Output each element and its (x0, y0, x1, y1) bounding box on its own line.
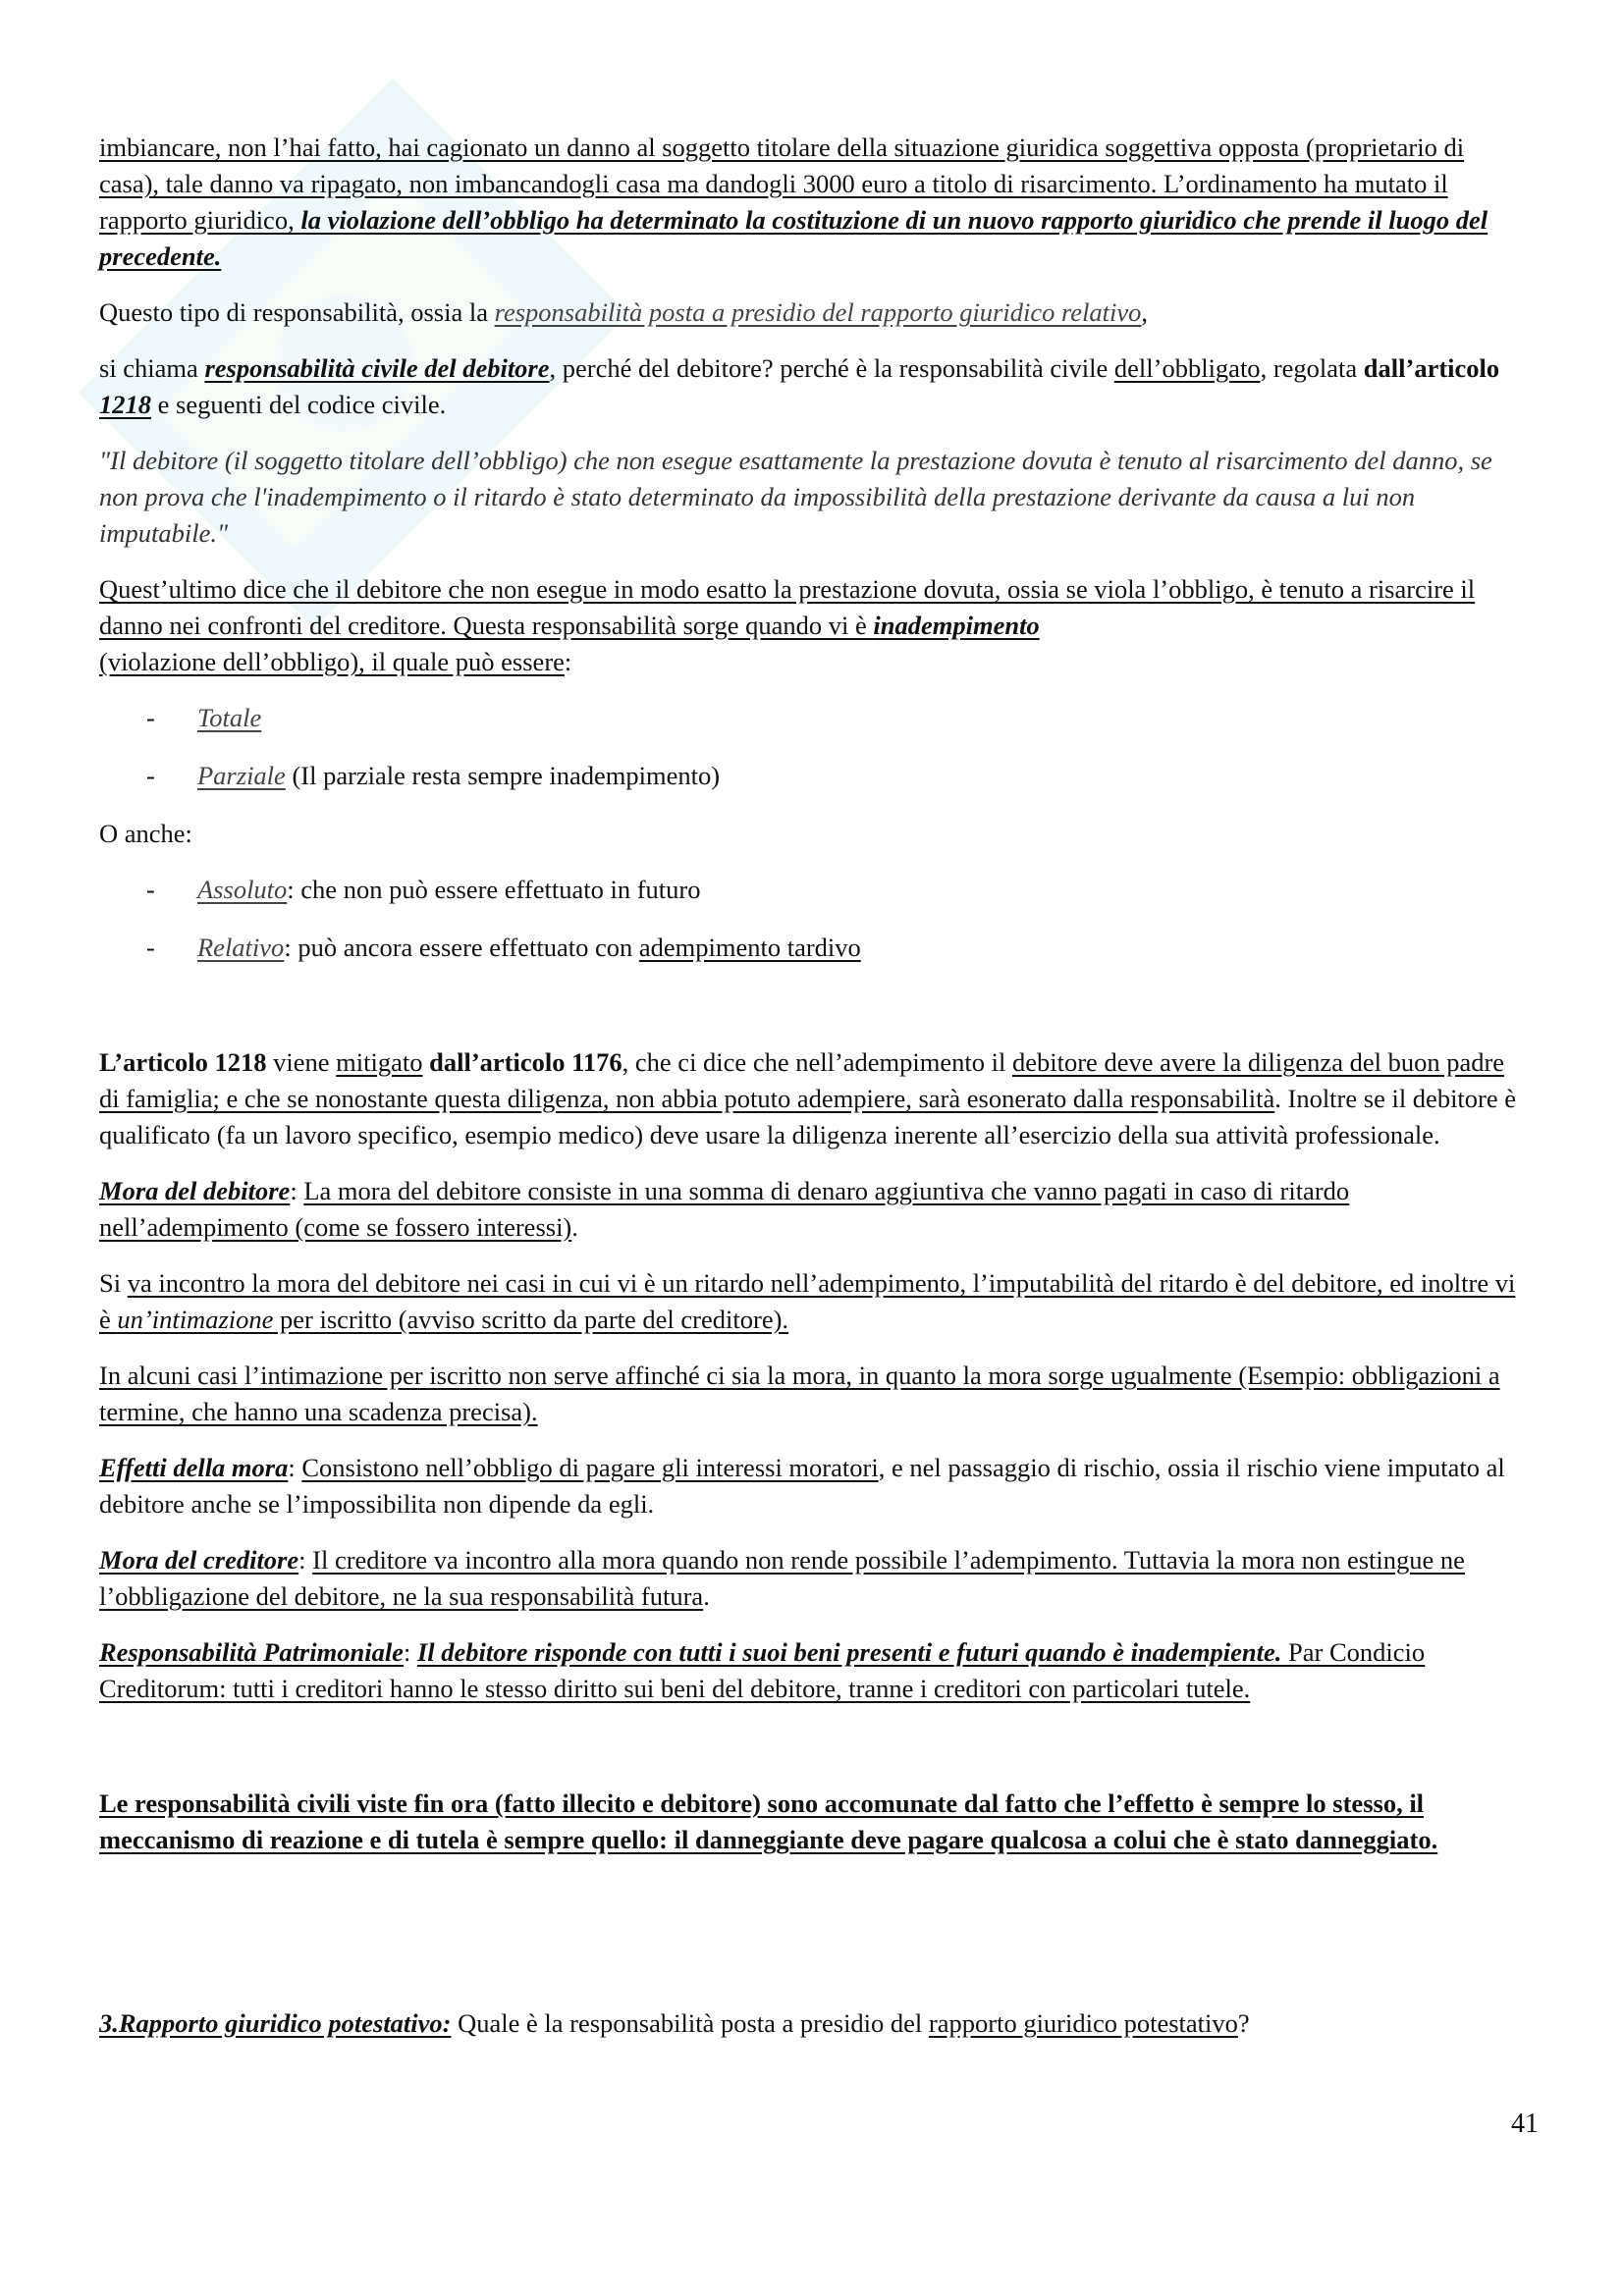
paragraph-intimation (99, 1358, 1525, 1430)
list-item (99, 930, 1525, 966)
text: e seguenti del codice civile. (151, 390, 447, 419)
list-colon: : (287, 875, 295, 904)
list-item (99, 758, 1525, 794)
text: : (290, 1176, 304, 1205)
text: Il creditore va incontro alla mora quando non rende possibile l’adempimento. Tuttavia la mora non estingue ne l’obbligazione del debitore, ne la sua responsabilità futura (99, 1545, 1465, 1611)
list-term: Totale (197, 703, 262, 732)
nonperformance-term: inadempimento (873, 611, 1040, 640)
text: . Inoltre se il debitore è qualificato (fa un lavoro specifico, esempio medico) deve usare la diligenza inerente all’esercizio della sua attività professionale. (99, 1084, 1517, 1149)
paragraph-creditor-delay (99, 1542, 1525, 1615)
text: . (571, 1212, 578, 1242)
paragraph-debtor-delay (99, 1173, 1525, 1246)
text: , (1141, 297, 1149, 327)
text: Quale è la responsabilità posta a presidio del (451, 2008, 929, 2038)
text: : (403, 1637, 417, 1667)
article-ref: dall’articolo (1363, 353, 1500, 383)
article-1218-ref: 1218 (99, 390, 151, 419)
debtor-liability-term: responsabilità civile del debitore (204, 353, 550, 383)
nonperformance-types-list (99, 700, 1525, 794)
relative-relationship-link: responsabilità posta a presidio del rapporto giuridico relativo (494, 297, 1142, 327)
patrimonial-heading: Responsabilità Patrimoniale (99, 1637, 404, 1667)
paragraph-debtor-liability (99, 350, 1525, 423)
list-item (99, 700, 1525, 736)
text: Quest’ultimo dice che il debitore che non esegue in modo esatto la prestazione dovuta, ossia se viola l’obbligo, è tenuto a risarcire il danno nei confronti del creditore. Questa responsabilità sorge quando vi è (99, 574, 1476, 640)
intimation-term: un’intimazione (117, 1305, 274, 1334)
paragraph-patrimonial (99, 1634, 1525, 1707)
article-1218-bold: L’articolo 1218 (99, 1047, 267, 1077)
potestative-term: rapporto giuridico potestativo (928, 2008, 1238, 2038)
text: per iscritto (avviso scritto da parte del creditore). (273, 1305, 789, 1334)
nonperformance-modes-list (99, 872, 1525, 966)
text: , regolata (1260, 353, 1364, 383)
text: , perché del debitore? perché è la responsabilità civile (549, 353, 1114, 383)
list-term: Assoluto (197, 875, 288, 904)
summary-text: Le responsabilità civili viste fin ora (fatto illecito e debitore) sono accomunate dal fatto che l’effetto è sempre lo stesso, il meccanismo di reazione e di tutela è sempre quello: il danneggiante deve pagare qualcosa a colui che è stato danneggiato. (99, 1789, 1438, 1854)
document-body (99, 130, 1525, 2061)
debtor-delay-heading: Mora del debitore (99, 1176, 291, 1205)
text: (violazione dell’obbligo), il quale può essere (99, 647, 565, 676)
paragraph-delay-cases (99, 1265, 1525, 1338)
intro-emphasis: la violazione dell’obbligo ha determinato la costituzione di un nuovo rapporto giuridico che prende il luogo del precedente. (99, 205, 1488, 271)
paragraph-delay-effects (99, 1450, 1525, 1522)
diligence-text: debitore deve avere la diligenza del buon padre di famiglia; e che se nonostante questa diligenza, non abbia potuto adempiere, sarà esonerato dalla responsabilità (99, 1047, 1505, 1113)
list-item (99, 872, 1525, 908)
paragraph-potestative (99, 2005, 1525, 2042)
page-number: 41 (1511, 2109, 1539, 2139)
text: , e nel passaggio di rischio, ossia il rischio viene imputato al debitore anche se l’impossibilita non dipende da egli. (99, 1453, 1505, 1519)
intro-text: imbiancare, non l’hai fatto, hai cagionato un danno al soggetto titolare della situazione giuridica soggettiva opposta (proprietario di casa), tale danno va ripagato, non imbancandogli casa ma dandogli 3000 euro a titolo di risarcimento. L’ordinamento ha mutato il rapporto giuridico, (99, 133, 1465, 235)
article-quote: "Il debitore (il soggetto titolare dell’obbligo) che non esegue esattamente la prestazione dovuta è tenuto al risarcimento del danno, se non prova che l'inadempimento o il ritardo è stato determinato da impossibilità della prestazione derivante da causa a lui non imputabile." (99, 446, 1492, 548)
list-text: (Il parziale resta sempre inadempimento) (285, 761, 721, 790)
text: va incontro la mora del debitore nei casi in cui vi è un ritardo nell’adempimento, l’imputabilità del ritardo è del debitore, ed inoltre vi è (99, 1268, 1516, 1334)
list-text-underlined: adempimento tardivo (638, 933, 861, 962)
text: . (703, 1581, 710, 1611)
text: Par Condicio Creditorum: tutti i creditori hanno le stesso diritto sui beni del debitore, tranne i creditori con particolari tutele. (99, 1637, 1426, 1703)
obligated-term: dell’obbligato (1113, 353, 1261, 383)
text: La mora del debitore consiste in una somma di denaro aggiuntiva che vanno pagati in caso di ritardo nell’adempimento (come se fossero interessi) (99, 1176, 1350, 1242)
list-term: Parziale (197, 761, 286, 790)
paragraph-responsibility-type (99, 294, 1525, 331)
paragraph-article-1176 (99, 1044, 1525, 1153)
text: Consistono nell’obbligo di pagare gli interessi moratori (301, 1453, 879, 1482)
list-text: può ancora essere effettuato con (291, 933, 639, 962)
text: , che ci dice che nell’adempimento il (622, 1047, 1012, 1077)
text: Si (99, 1268, 128, 1298)
paragraph-nonperformance (99, 571, 1525, 680)
paragraph-intro (99, 130, 1525, 275)
text: viene (266, 1047, 337, 1077)
text: si chiama (99, 353, 205, 383)
list-term: Relativo (197, 933, 285, 962)
text: ? (1237, 2008, 1250, 2038)
list-colon: : (284, 933, 292, 962)
article-1176-bold: dall’articolo 1176 (429, 1047, 622, 1077)
text: : (288, 1453, 302, 1482)
text: : (564, 647, 572, 676)
delay-effects-heading: Effetti della mora (99, 1453, 289, 1482)
creditor-delay-heading: Mora del creditore (99, 1545, 299, 1575)
text: : (298, 1545, 313, 1575)
potestative-heading: 3.Rapporto giuridico potestativo: (99, 2008, 452, 2038)
text: Questo tipo di responsabilità, ossia la (99, 297, 495, 327)
paragraph-summary (99, 1786, 1525, 1858)
list-text: che non può essere effettuato in futuro (294, 875, 701, 904)
or-also-label: O anche: (99, 819, 192, 848)
mitigated-term: mitigato (336, 1047, 423, 1077)
text: In alcuni casi l’intimazione per iscritto non serve affinché ci sia la mora, in quanto la mora sorge ugualmente (Esempio: obbligazioni a termine, che hanno una scadenza precisa). (99, 1361, 1500, 1426)
text: Il debitore risponde con tutti i suoi beni presenti e futuri quando è inadempiente. (416, 1637, 1282, 1667)
